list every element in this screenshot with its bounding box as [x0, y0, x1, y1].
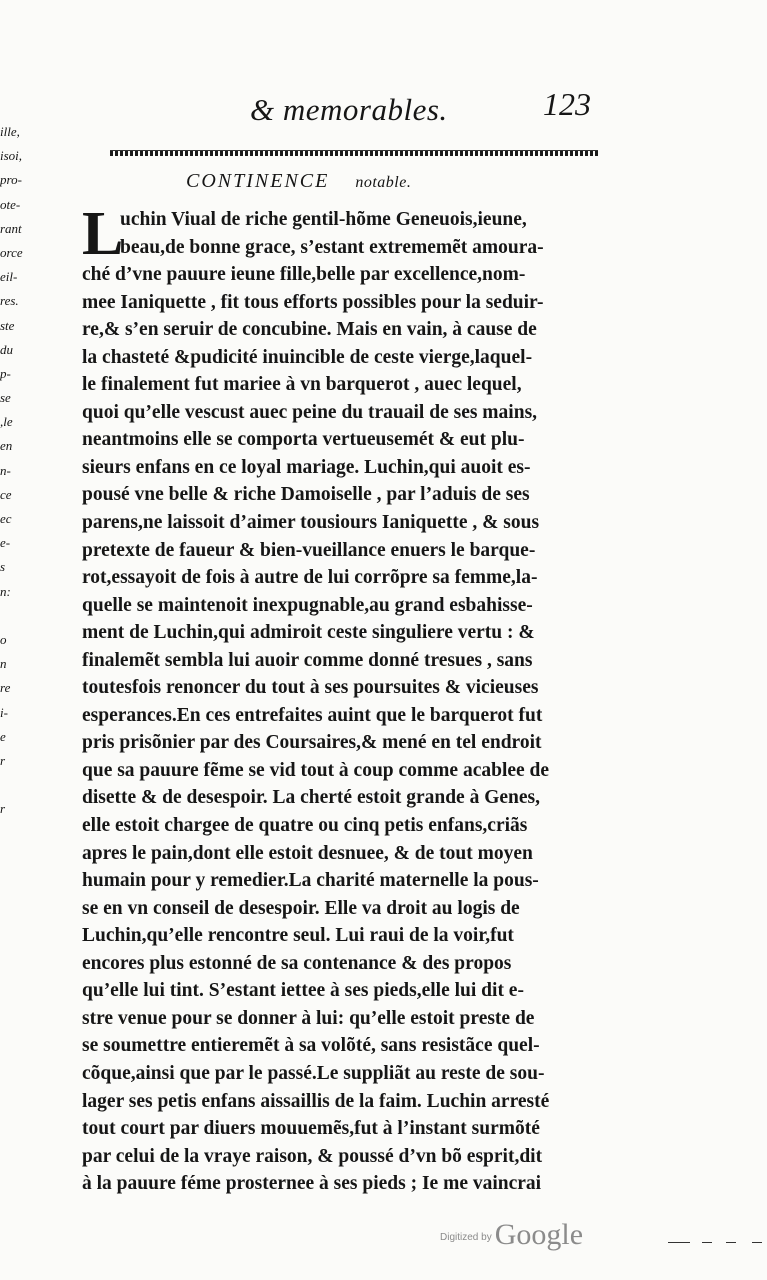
text-line: Luchin,qu’elle rencontre seul. Lui raui de la voir,fut	[82, 925, 514, 947]
margin-fragment: p-	[0, 365, 11, 381]
text-line: par celui de la vraye raison, & poussé d’vn bõ esprit,dit	[82, 1145, 543, 1167]
scan-mark	[668, 1242, 690, 1243]
margin-fragment: du	[0, 341, 13, 357]
text-line: pousé vne belle & riche Damoiselle , par l’aduis de ses	[82, 484, 530, 506]
text-line: beau,de bonne grace, s’estant extrememẽt amoura-	[120, 236, 544, 258]
text-line: lager ses petis enfans aissaillis de la faim. Luchin arresté	[82, 1090, 550, 1112]
margin-fragment: n:	[0, 583, 11, 599]
text-line: pretexte de faueur & bien-vueillance enuers le barque-	[82, 539, 536, 561]
text-line: encores plus estonné de sa contenance & des propos	[82, 952, 512, 974]
margin-fragment: re	[0, 680, 11, 696]
margin-fragment	[0, 773, 36, 797]
margin-fragment: ste	[0, 317, 15, 333]
text-line: re,& s’en seruir de concubine. Mais en vain, à cause de	[82, 319, 537, 341]
margin-fragment: ce	[0, 486, 12, 502]
text-line: mee Ianiquette , fit tous efforts possibles pour la seduir-	[82, 291, 544, 313]
margin-fragment: se	[0, 390, 11, 406]
margin-fragment: r	[0, 752, 6, 768]
margin-fragment: n	[0, 656, 7, 672]
text-line: ment de Luchin,qui admiroit ceste singuliere vertu : &	[82, 622, 535, 644]
text-line: à la pauure féme prosternee à ses pieds ; Ie me vaincrai	[82, 1173, 542, 1195]
text-line: apres le pain,dont elle estoit desnuee, & de tout moyen	[82, 842, 533, 864]
margin-fragment: ote-	[0, 196, 21, 212]
margin-fragment: n-	[0, 462, 11, 478]
watermark-prefix: Digitized by	[440, 1232, 492, 1243]
section-title: CONTINENCE	[186, 170, 330, 192]
page-number: 123	[543, 86, 591, 122]
left-margin-fragments	[0, 120, 36, 821]
margin-fragment: en	[0, 438, 13, 454]
margin-fragment: isoi,	[0, 148, 23, 164]
text-line: elle estoit chargee de quatre ou cinq petis enfans,criãs	[82, 815, 528, 837]
section-heading	[186, 170, 546, 193]
margin-fragment: i-	[0, 704, 8, 720]
text-line: que sa pauure fẽme se vid tout à coup comme acablee de	[82, 759, 550, 781]
text-line: stre venue pour se donner à lui: qu’elle estoit preste de	[82, 1007, 535, 1029]
body-text	[82, 200, 602, 1198]
margin-fragment: pro-	[0, 172, 22, 188]
margin-fragment: res.	[0, 293, 19, 309]
text-line: pris prisõnier par des Coursaires,& mené en tel endroit	[82, 732, 542, 754]
text-line: cõque,ainsi que par le passé.Le suppliãt au reste de sou-	[82, 1062, 545, 1084]
text-line: finalemẽt sembla lui auoir comme donné tresues , sans	[82, 649, 533, 671]
text-line: toutesfois renoncer du tout à ses poursuites & vicieuses	[82, 677, 539, 699]
running-title: & memorables.	[250, 92, 448, 127]
section-subtitle: notable.	[355, 174, 412, 191]
margin-fragment: e-	[0, 535, 11, 551]
scan-mark	[726, 1242, 736, 1243]
margin-fragment: o	[0, 631, 7, 647]
text-line: quelle se maintenoit inexpugnable,au grand esbahisse-	[82, 594, 533, 616]
text-line: qu’elle lui tint. S’estant iettee à ses pieds,elle lui dit e-	[82, 980, 524, 1002]
text-line: quoi qu’elle vescust auec peine du trauail de ses mains,	[82, 401, 538, 423]
digitized-watermark	[440, 1218, 583, 1252]
scan-mark	[752, 1242, 762, 1243]
ornamental-rule	[110, 150, 598, 156]
text-line: se soumettre entieremẽt à sa volõté, sans resistãce quel-	[82, 1035, 540, 1057]
text-line: la chasteté &pudicité inuincible de ceste vierge,laquel-	[82, 346, 533, 368]
text-line: ché d’vne pauure ieune fille,belle par excellence,nom-	[82, 264, 526, 286]
text-line: se en vn conseil de desespoir. Elle va droit au logis de	[82, 897, 520, 919]
margin-fragment: r	[0, 801, 6, 817]
margin-fragment: ,le	[0, 414, 13, 430]
margin-fragment: ille,	[0, 124, 20, 139]
margin-fragment: orce	[0, 244, 23, 260]
drop-cap: L	[82, 200, 124, 268]
margin-fragment: s	[0, 559, 6, 575]
text-line: humain pour y remedier.La charité maternelle la pous-	[82, 870, 539, 892]
margin-fragment	[0, 604, 36, 628]
text-line: le finalement fut mariee à vn barquerot , auec lequel,	[82, 374, 522, 396]
text-line: parens,ne laissoit d’aimer tousiours Ianiquette , & sous	[82, 512, 540, 534]
watermark-brand: Google	[494, 1218, 584, 1251]
text-line: neantmoins elle se comporta vertueusemét & eut plu-	[82, 429, 525, 451]
scan-mark	[702, 1242, 712, 1243]
margin-fragment: eil-	[0, 269, 18, 285]
text-line: disette & de desespoir. La cherté estoit grande à Genes,	[82, 787, 541, 809]
margin-fragment: rant	[0, 220, 22, 236]
text-line: esperances.En ces entrefaites auint que le barquerot fut	[82, 704, 543, 726]
text-line: uchin Viual de riche gentil-hõme Geneuois,ieune,	[120, 209, 527, 230]
margin-fragment: e	[0, 728, 6, 744]
text-line: rot,essayoit de fois à autre de lui corrõpre sa femme,la-	[82, 567, 538, 589]
text-line: tout court par diuers mouuemẽs,fut à l’instant surmõté	[82, 1118, 540, 1140]
margin-fragment: ec	[0, 511, 12, 526]
text-line: sieurs enfans en ce loyal mariage. Luchin,qui auoit es-	[82, 456, 531, 478]
